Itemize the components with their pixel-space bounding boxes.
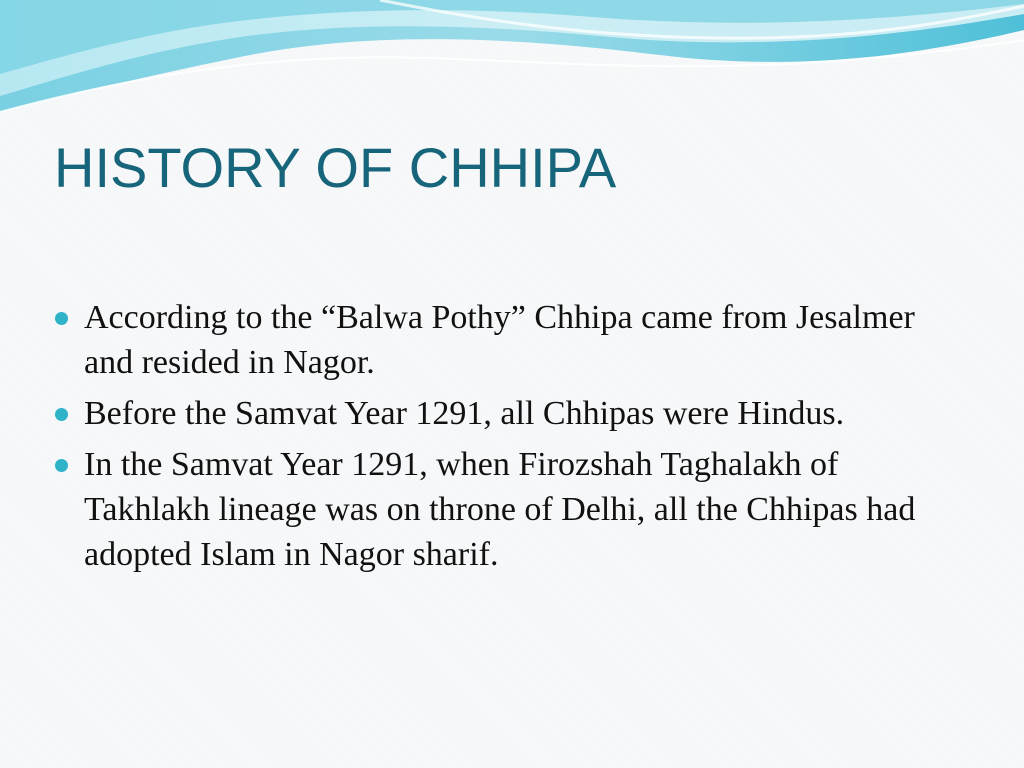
decorative-wave-header [0, 0, 1024, 120]
bullet-text: Before the Samvat Year 1291, all Chhipas were Hindus. [84, 395, 845, 432]
bullet-text: In the Samvat Year 1291, when Firozshah Taghalakh of Takhlakh lineage was on throne of Delhi, all the Chhipas had adopted Islam in Nagor sharif. [84, 446, 916, 573]
bullet-item [52, 391, 952, 436]
bullet-text: According to the “Balwa Pothy” Chhipa came from Jesalmer and resided in Nagor. [84, 299, 915, 381]
bullet-dot-icon [55, 459, 68, 472]
bullet-item [52, 442, 952, 577]
bullet-dot-icon [55, 312, 68, 325]
slide-title: HISTORY OF CHHIPA [54, 136, 617, 199]
bullet-item [52, 295, 952, 385]
bullet-list [52, 295, 952, 583]
bullet-dot-icon [55, 408, 68, 421]
